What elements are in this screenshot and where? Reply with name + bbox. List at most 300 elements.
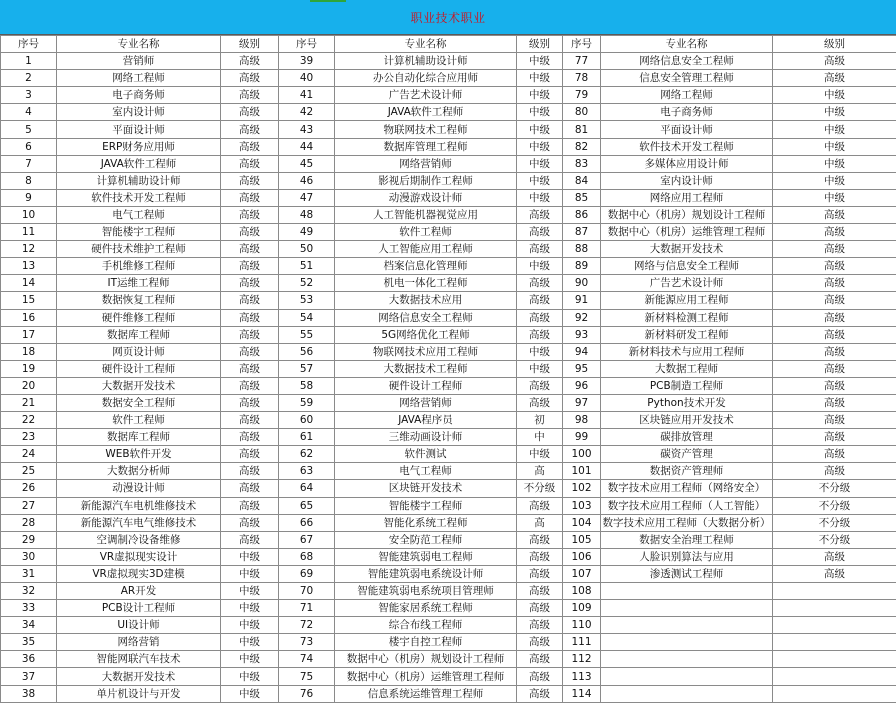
level-cell[interactable]: 高级 [517,394,563,411]
row-number-cell[interactable]: 25 [1,463,57,480]
level-cell[interactable]: 高级 [517,206,563,223]
row-number-cell[interactable]: 109 [563,600,601,617]
row-number-cell[interactable]: 49 [279,224,335,241]
profession-name-cell[interactable]: 计算机辅助设计师 [57,172,221,189]
row-number-cell[interactable]: 32 [1,583,57,600]
row-number-cell[interactable]: 74 [279,651,335,668]
profession-name-cell[interactable] [601,668,773,685]
level-cell[interactable]: 中级 [773,155,896,172]
profession-name-cell[interactable]: 大数据工程师 [601,360,773,377]
level-cell[interactable]: 中级 [221,583,279,600]
row-number-cell[interactable]: 88 [563,241,601,258]
row-number-cell[interactable]: 95 [563,360,601,377]
row-number-cell[interactable]: 76 [279,685,335,702]
row-number-cell[interactable]: 85 [563,189,601,206]
profession-name-cell[interactable]: 软件技术开发工程师 [57,189,221,206]
row-number-cell[interactable]: 37 [1,668,57,685]
row-number-cell[interactable]: 97 [563,394,601,411]
level-cell[interactable]: 中级 [517,104,563,121]
profession-name-cell[interactable]: 智能建筑弱电系统设计师 [335,565,517,582]
profession-name-cell[interactable]: PCB设计工程师 [57,600,221,617]
profession-name-cell[interactable]: JAVA程序员 [335,412,517,429]
profession-name-cell[interactable]: 人工智能机器视觉应用 [335,206,517,223]
profession-name-cell[interactable]: 广告艺术设计师 [335,87,517,104]
profession-name-cell[interactable]: 5G网络优化工程师 [335,326,517,343]
profession-name-cell[interactable]: 动漫设计师 [57,480,221,497]
profession-name-cell[interactable]: AR开发 [57,583,221,600]
profession-name-cell[interactable]: 手机维修工程师 [57,258,221,275]
level-cell[interactable]: 高级 [221,514,279,531]
profession-name-cell[interactable]: 软件工程师 [57,412,221,429]
level-cell[interactable]: 初 [517,412,563,429]
row-number-cell[interactable]: 83 [563,155,601,172]
profession-name-cell[interactable]: 网络营销 [57,634,221,651]
profession-name-cell[interactable]: 新能源汽车电机维修技术 [57,497,221,514]
level-cell[interactable]: 中级 [517,138,563,155]
level-cell[interactable]: 高级 [221,360,279,377]
level-cell[interactable]: 高级 [773,70,896,87]
row-number-cell[interactable]: 5 [1,121,57,138]
level-cell[interactable]: 高级 [221,463,279,480]
row-number-cell[interactable]: 91 [563,292,601,309]
row-number-cell[interactable]: 77 [563,53,601,70]
level-cell[interactable]: 高级 [221,189,279,206]
row-number-cell[interactable]: 86 [563,206,601,223]
row-number-cell[interactable]: 90 [563,275,601,292]
level-cell[interactable]: 高级 [221,412,279,429]
profession-name-cell[interactable]: 人工智能应用工程师 [335,241,517,258]
row-number-cell[interactable]: 56 [279,343,335,360]
profession-name-cell[interactable]: 智能家居系统工程师 [335,600,517,617]
profession-name-cell[interactable]: 网络工程师 [57,70,221,87]
level-cell[interactable]: 高级 [517,651,563,668]
row-number-cell[interactable]: 72 [279,617,335,634]
profession-name-cell[interactable]: 办公自动化综合应用师 [335,70,517,87]
row-number-cell[interactable]: 82 [563,138,601,155]
row-number-cell[interactable]: 16 [1,309,57,326]
level-cell[interactable]: 高级 [773,343,896,360]
row-number-cell[interactable]: 45 [279,155,335,172]
level-cell[interactable]: 高级 [221,292,279,309]
profession-name-cell[interactable]: 数据中心（机房）规划设计工程师 [335,651,517,668]
profession-name-cell[interactable]: 数据库工程师 [57,326,221,343]
level-cell[interactable]: 中级 [221,600,279,617]
profession-name-cell[interactable]: 空调制冷设备维修 [57,531,221,548]
row-number-cell[interactable]: 100 [563,446,601,463]
level-cell[interactable]: 高级 [221,155,279,172]
level-cell[interactable]: 中级 [221,685,279,702]
profession-name-cell[interactable]: VR虚拟现实3D建模 [57,565,221,582]
row-number-cell[interactable]: 73 [279,634,335,651]
profession-name-cell[interactable]: 数据库工程师 [57,429,221,446]
level-cell[interactable]: 高级 [773,429,896,446]
level-cell[interactable]: 高级 [221,326,279,343]
row-number-cell[interactable]: 2 [1,70,57,87]
profession-name-cell[interactable]: 广告艺术设计师 [601,275,773,292]
profession-name-cell[interactable]: 新能源汽车电气维修技术 [57,514,221,531]
level-cell[interactable]: 中级 [773,121,896,138]
row-number-cell[interactable]: 26 [1,480,57,497]
level-cell[interactable]: 高级 [221,224,279,241]
level-cell[interactable]: 中级 [517,343,563,360]
profession-name-cell[interactable]: IT运维工程师 [57,275,221,292]
profession-name-cell[interactable]: 物联网技术工程师 [335,121,517,138]
profession-name-cell[interactable]: 信息安全管理工程师 [601,70,773,87]
row-number-cell[interactable]: 7 [1,155,57,172]
row-number-cell[interactable]: 52 [279,275,335,292]
level-cell[interactable]: 高级 [221,394,279,411]
profession-name-cell[interactable]: Python技术开发 [601,394,773,411]
row-number-cell[interactable]: 40 [279,70,335,87]
level-cell[interactable]: 中级 [517,446,563,463]
row-number-cell[interactable]: 71 [279,600,335,617]
level-cell[interactable]: 高级 [517,565,563,582]
row-number-cell[interactable]: 81 [563,121,601,138]
level-cell[interactable]: 中级 [221,565,279,582]
level-cell[interactable]: 高级 [773,446,896,463]
profession-name-cell[interactable] [601,617,773,634]
level-cell[interactable]: 中级 [773,189,896,206]
row-number-cell[interactable]: 29 [1,531,57,548]
level-cell[interactable]: 高级 [221,172,279,189]
row-number-cell[interactable]: 28 [1,514,57,531]
row-number-cell[interactable]: 62 [279,446,335,463]
level-cell[interactable]: 高级 [221,53,279,70]
row-number-cell[interactable]: 75 [279,668,335,685]
row-number-cell[interactable]: 6 [1,138,57,155]
profession-name-cell[interactable]: 智能建筑弱电系统项目管理师 [335,583,517,600]
row-number-cell[interactable]: 113 [563,668,601,685]
row-number-cell[interactable]: 27 [1,497,57,514]
profession-name-cell[interactable]: 大数据技术工程师 [335,360,517,377]
row-number-cell[interactable]: 69 [279,565,335,582]
profession-name-cell[interactable]: 物联网技术应用工程师 [335,343,517,360]
row-number-cell[interactable]: 15 [1,292,57,309]
profession-name-cell[interactable]: 人脸识别算法与应用 [601,548,773,565]
level-cell[interactable]: 中级 [517,189,563,206]
level-cell[interactable]: 中级 [221,651,279,668]
profession-name-cell[interactable]: 单片机设计与开发 [57,685,221,702]
profession-name-cell[interactable]: VR虚拟现实设计 [57,548,221,565]
level-cell[interactable]: 高级 [773,309,896,326]
row-number-cell[interactable]: 78 [563,70,601,87]
row-number-cell[interactable]: 57 [279,360,335,377]
profession-name-cell[interactable]: 三维动画设计师 [335,429,517,446]
row-number-cell[interactable]: 50 [279,241,335,258]
row-number-cell[interactable]: 111 [563,634,601,651]
level-cell[interactable]: 中级 [221,668,279,685]
level-cell[interactable]: 高级 [517,600,563,617]
profession-name-cell[interactable]: 安全防范工程师 [335,531,517,548]
row-number-cell[interactable]: 61 [279,429,335,446]
level-cell[interactable]: 高级 [773,292,896,309]
row-number-cell[interactable]: 42 [279,104,335,121]
level-cell[interactable]: 中级 [517,155,563,172]
row-number-cell[interactable]: 17 [1,326,57,343]
profession-name-cell[interactable]: 硬件技术维护工程师 [57,241,221,258]
level-cell[interactable]: 高级 [517,617,563,634]
profession-name-cell[interactable]: 数据中心（机房）运维管理工程师 [601,224,773,241]
level-cell[interactable]: 高级 [221,446,279,463]
level-cell[interactable]: 高级 [221,121,279,138]
profession-name-cell[interactable]: 营销师 [57,53,221,70]
level-cell[interactable]: 不分级 [773,497,896,514]
level-cell[interactable]: 高级 [773,377,896,394]
profession-name-cell[interactable] [601,651,773,668]
row-number-cell[interactable]: 30 [1,548,57,565]
profession-name-cell[interactable]: 智能化系统工程师 [335,514,517,531]
profession-name-cell[interactable]: 大数据分析师 [57,463,221,480]
profession-name-cell[interactable]: 网络营销师 [335,394,517,411]
profession-name-cell[interactable]: 新材料检测工程师 [601,309,773,326]
profession-name-cell[interactable]: 新材料研发工程师 [601,326,773,343]
level-cell[interactable]: 高级 [517,583,563,600]
row-number-cell[interactable]: 4 [1,104,57,121]
profession-name-cell[interactable]: 平面设计师 [57,121,221,138]
row-number-cell[interactable]: 92 [563,309,601,326]
profession-name-cell[interactable]: 新能源应用工程师 [601,292,773,309]
row-number-cell[interactable]: 41 [279,87,335,104]
level-cell[interactable]: 高级 [773,565,896,582]
profession-name-cell[interactable]: 影视后期制作工程师 [335,172,517,189]
level-cell[interactable]: 高级 [221,70,279,87]
profession-name-cell[interactable]: 软件工程师 [335,224,517,241]
level-cell[interactable]: 中级 [517,121,563,138]
level-cell[interactable] [773,668,896,685]
profession-name-cell[interactable]: ERP财务应用师 [57,138,221,155]
level-cell[interactable]: 高级 [773,206,896,223]
profession-name-cell[interactable]: 区块链应用开发技术 [601,412,773,429]
profession-name-cell[interactable]: 区块链开发技术 [335,480,517,497]
level-cell[interactable]: 高级 [221,241,279,258]
row-number-cell[interactable]: 11 [1,224,57,241]
row-number-cell[interactable]: 84 [563,172,601,189]
profession-name-cell[interactable]: JAVA软件工程师 [335,104,517,121]
row-number-cell[interactable]: 14 [1,275,57,292]
row-number-cell[interactable]: 103 [563,497,601,514]
profession-name-cell[interactable] [601,634,773,651]
row-number-cell[interactable]: 98 [563,412,601,429]
level-cell[interactable]: 中级 [517,258,563,275]
profession-name-cell[interactable]: 碳资产管理 [601,446,773,463]
profession-name-cell[interactable]: 大数据开发技术 [57,377,221,394]
row-number-cell[interactable]: 79 [563,87,601,104]
row-number-cell[interactable]: 93 [563,326,601,343]
level-cell[interactable] [773,583,896,600]
row-number-cell[interactable]: 23 [1,429,57,446]
row-number-cell[interactable]: 55 [279,326,335,343]
row-number-cell[interactable]: 53 [279,292,335,309]
profession-name-cell[interactable]: 信息系统运维管理工程师 [335,685,517,702]
row-number-cell[interactable]: 66 [279,514,335,531]
row-number-cell[interactable]: 106 [563,548,601,565]
level-cell[interactable]: 中级 [517,360,563,377]
profession-name-cell[interactable]: 数据安全治理工程师 [601,531,773,548]
level-cell[interactable]: 高级 [773,258,896,275]
level-cell[interactable]: 高级 [773,360,896,377]
profession-name-cell[interactable]: 多媒体应用设计师 [601,155,773,172]
level-cell[interactable]: 中级 [517,53,563,70]
level-cell[interactable]: 高级 [517,634,563,651]
row-number-cell[interactable]: 110 [563,617,601,634]
level-cell[interactable]: 高级 [221,206,279,223]
level-cell[interactable]: 高级 [221,138,279,155]
level-cell[interactable] [773,651,896,668]
profession-name-cell[interactable]: JAVA软件工程师 [57,155,221,172]
profession-name-cell[interactable]: 机电一体化工程师 [335,275,517,292]
row-number-cell[interactable]: 54 [279,309,335,326]
level-cell[interactable]: 高级 [221,104,279,121]
profession-name-cell[interactable]: 数据库管理工程师 [335,138,517,155]
level-cell[interactable]: 高级 [221,275,279,292]
level-cell[interactable]: 高级 [221,377,279,394]
level-cell[interactable]: 高级 [221,343,279,360]
row-number-cell[interactable]: 68 [279,548,335,565]
level-cell[interactable]: 高级 [773,224,896,241]
profession-name-cell[interactable]: 智能网联汽车技术 [57,651,221,668]
level-cell[interactable]: 高级 [517,309,563,326]
row-number-cell[interactable]: 87 [563,224,601,241]
profession-name-cell[interactable]: 网络与信息安全工程师 [601,258,773,275]
profession-name-cell[interactable]: 网页设计师 [57,343,221,360]
row-number-cell[interactable]: 108 [563,583,601,600]
level-cell[interactable]: 高级 [773,326,896,343]
row-number-cell[interactable]: 99 [563,429,601,446]
row-number-cell[interactable]: 64 [279,480,335,497]
profession-name-cell[interactable]: 大数据开发技术 [57,668,221,685]
row-number-cell[interactable]: 39 [279,53,335,70]
level-cell[interactable]: 高级 [517,326,563,343]
profession-name-cell[interactable] [601,583,773,600]
level-cell[interactable]: 中级 [517,172,563,189]
profession-name-cell[interactable]: 电气工程师 [335,463,517,480]
row-number-cell[interactable]: 80 [563,104,601,121]
profession-name-cell[interactable]: 数据恢复工程师 [57,292,221,309]
level-cell[interactable]: 高级 [517,292,563,309]
profession-name-cell[interactable]: 计算机辅助设计师 [335,53,517,70]
level-cell[interactable]: 中级 [517,70,563,87]
row-number-cell[interactable]: 20 [1,377,57,394]
row-number-cell[interactable]: 58 [279,377,335,394]
profession-name-cell[interactable]: 大数据技术应用 [335,292,517,309]
level-cell[interactable]: 不分级 [517,480,563,497]
level-cell[interactable]: 高级 [221,87,279,104]
profession-name-cell[interactable]: WEB软件开发 [57,446,221,463]
row-number-cell[interactable]: 9 [1,189,57,206]
row-number-cell[interactable]: 3 [1,87,57,104]
row-number-cell[interactable]: 1 [1,53,57,70]
level-cell[interactable]: 高级 [517,377,563,394]
row-number-cell[interactable]: 46 [279,172,335,189]
profession-name-cell[interactable]: 数字技术应用工程师（网络安全） [601,480,773,497]
row-number-cell[interactable]: 24 [1,446,57,463]
profession-name-cell[interactable]: 数据资产管理师 [601,463,773,480]
row-number-cell[interactable]: 31 [1,565,57,582]
profession-name-cell[interactable]: 楼宇自控工程师 [335,634,517,651]
level-cell[interactable] [773,617,896,634]
profession-name-cell[interactable]: 网络工程师 [601,87,773,104]
level-cell[interactable]: 高级 [517,685,563,702]
profession-name-cell[interactable]: 新材料技术与应用工程师 [601,343,773,360]
profession-name-cell[interactable]: 数据安全工程师 [57,394,221,411]
row-number-cell[interactable]: 60 [279,412,335,429]
row-number-cell[interactable]: 22 [1,412,57,429]
level-cell[interactable]: 高级 [773,463,896,480]
profession-name-cell[interactable]: 硬件维修工程师 [57,309,221,326]
row-number-cell[interactable]: 48 [279,206,335,223]
row-number-cell[interactable]: 33 [1,600,57,617]
profession-name-cell[interactable]: 硬件设计工程师 [57,360,221,377]
profession-name-cell[interactable]: 网络营销师 [335,155,517,172]
row-number-cell[interactable]: 104 [563,514,601,531]
row-number-cell[interactable]: 44 [279,138,335,155]
profession-name-cell[interactable]: 电子商务师 [601,104,773,121]
profession-name-cell[interactable]: 电子商务师 [57,87,221,104]
row-number-cell[interactable]: 107 [563,565,601,582]
profession-name-cell[interactable]: PCB制造工程师 [601,377,773,394]
profession-name-cell[interactable]: 智能楼宇工程师 [335,497,517,514]
level-cell[interactable]: 高级 [517,224,563,241]
level-cell[interactable]: 高 [517,514,563,531]
level-cell[interactable]: 高级 [773,241,896,258]
profession-name-cell[interactable]: 网络应用工程师 [601,189,773,206]
level-cell[interactable]: 中 [517,429,563,446]
level-cell[interactable]: 中级 [517,87,563,104]
profession-name-cell[interactable] [601,600,773,617]
level-cell[interactable]: 不分级 [773,531,896,548]
profession-name-cell[interactable]: 室内设计师 [601,172,773,189]
profession-name-cell[interactable]: 室内设计师 [57,104,221,121]
level-cell[interactable]: 中级 [221,548,279,565]
level-cell[interactable]: 高 [517,463,563,480]
profession-name-cell[interactable]: 电气工程师 [57,206,221,223]
row-number-cell[interactable]: 102 [563,480,601,497]
row-number-cell[interactable]: 101 [563,463,601,480]
level-cell[interactable]: 高级 [773,394,896,411]
level-cell[interactable] [773,634,896,651]
profession-name-cell[interactable]: 智能楼宇工程师 [57,224,221,241]
profession-name-cell[interactable]: 网络信息安全工程师 [601,53,773,70]
level-cell[interactable]: 高级 [517,531,563,548]
profession-name-cell[interactable]: 数据中心（机房）运维管理工程师 [335,668,517,685]
level-cell[interactable]: 高级 [773,412,896,429]
level-cell[interactable]: 高级 [221,309,279,326]
row-number-cell[interactable]: 89 [563,258,601,275]
row-number-cell[interactable]: 13 [1,258,57,275]
level-cell[interactable]: 高级 [221,429,279,446]
profession-name-cell[interactable]: 平面设计师 [601,121,773,138]
row-number-cell[interactable]: 43 [279,121,335,138]
row-number-cell[interactable]: 67 [279,531,335,548]
row-number-cell[interactable]: 47 [279,189,335,206]
level-cell[interactable]: 高级 [221,480,279,497]
profession-name-cell[interactable]: 智能建筑弱电工程师 [335,548,517,565]
row-number-cell[interactable]: 38 [1,685,57,702]
row-number-cell[interactable]: 70 [279,583,335,600]
level-cell[interactable]: 中级 [221,617,279,634]
level-cell[interactable]: 高级 [517,548,563,565]
profession-name-cell[interactable]: 渗透测试工程师 [601,565,773,582]
level-cell[interactable]: 高级 [773,548,896,565]
row-number-cell[interactable]: 19 [1,360,57,377]
level-cell[interactable]: 高级 [517,241,563,258]
profession-name-cell[interactable]: 碳排放管理 [601,429,773,446]
row-number-cell[interactable]: 12 [1,241,57,258]
profession-name-cell[interactable]: 软件技术开发工程师 [601,138,773,155]
row-number-cell[interactable]: 96 [563,377,601,394]
row-number-cell[interactable]: 51 [279,258,335,275]
row-number-cell[interactable]: 65 [279,497,335,514]
